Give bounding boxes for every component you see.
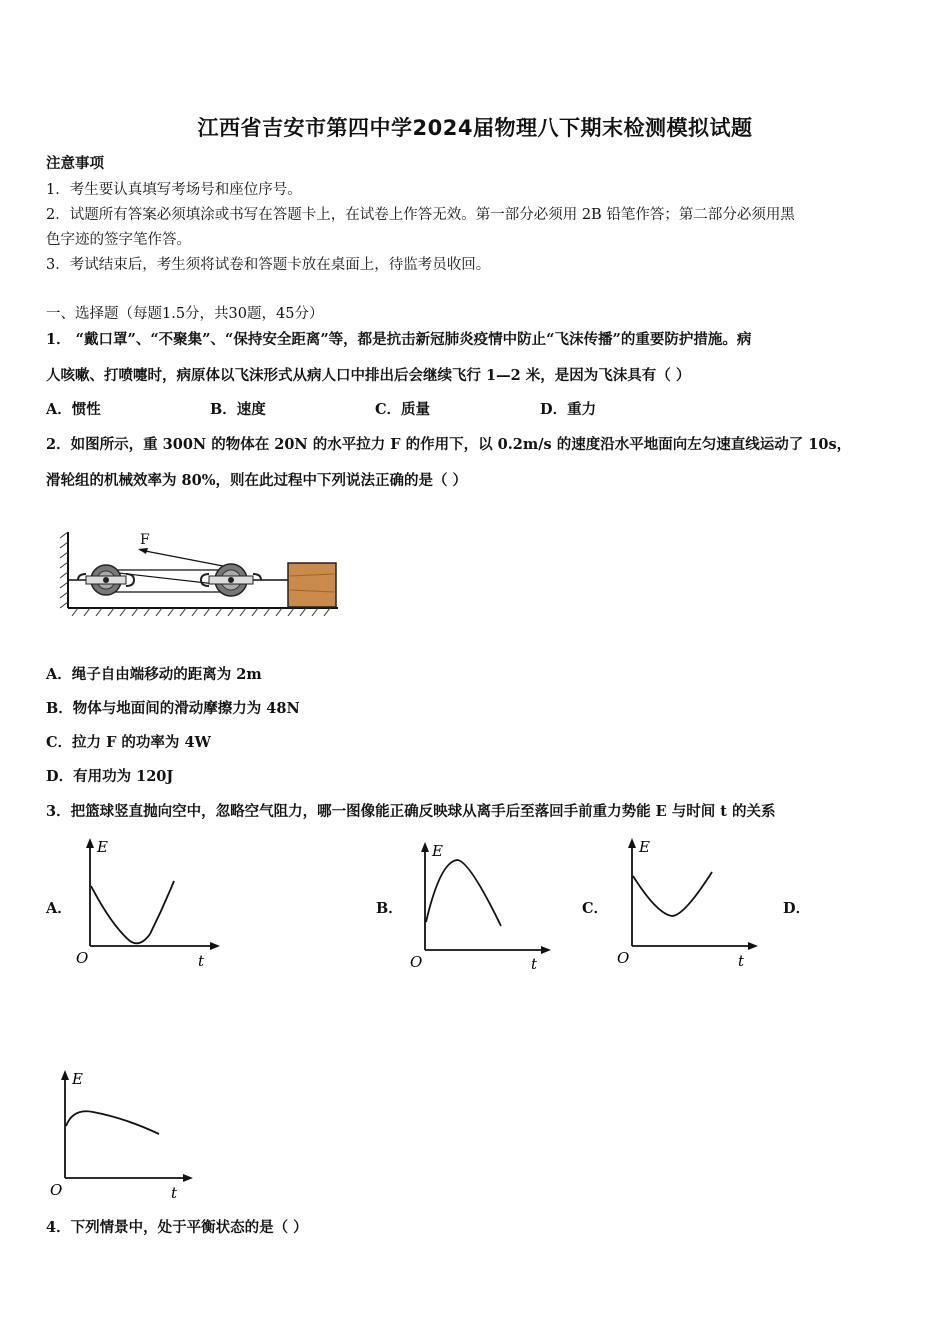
x-axis-label: t [531, 955, 538, 973]
wooden-block [288, 563, 336, 607]
origin-label: O [50, 1181, 63, 1199]
question-3-option-d: D． [783, 900, 811, 917]
question-3-text: 3．把篮球竖直抛向空中，忽略空气阻力，哪一图像能正确反映球从离手后至落回手前重力势能 E 与时间 t 的关系 [46, 803, 776, 820]
question-1-option-d: D．重力 [540, 401, 597, 418]
origin-label: O [410, 953, 423, 971]
question-2-option-d: D．有用功为 120J [46, 768, 174, 785]
question-3-option-a: A． [46, 900, 72, 917]
question-3-option-c: C． [582, 900, 609, 917]
question-2-line: 滑轮组的机械效率为 80%，则在此过程中下列说法正确的是（ ） [46, 472, 468, 489]
curve-b [426, 860, 501, 926]
origin-label: O [76, 949, 89, 967]
question-1-option-a: A．惯性 [46, 401, 101, 418]
force-label: F [140, 532, 150, 548]
question-2-option-a: A．绳子自由端移动的距离为 2m [46, 666, 262, 683]
y-axis-label: E [432, 842, 443, 860]
curve-c [633, 872, 712, 916]
graph-d [45, 1068, 205, 1203]
notice-heading: 注意事项 [46, 155, 104, 172]
section-heading: 一、选择题（每题1.5分，共30题，45分） [46, 306, 324, 322]
graph-b [405, 838, 555, 973]
curve-d [66, 1111, 159, 1134]
notice-item: 1．考生要认真填写考场号和座位序号。 [46, 182, 302, 198]
pulley-figure [58, 528, 343, 620]
question-1-option-c: C．质量 [375, 401, 431, 418]
question-4-text: 4．下列情景中，处于平衡状态的是（ ） [46, 1219, 308, 1236]
curve-a [91, 881, 174, 943]
y-axis-label: E [97, 838, 108, 856]
question-2-option-c: C．拉力 F 的功率为 4W [46, 734, 211, 751]
notice-item: 3．考试结束后，考生须将试卷和答题卡放在桌面上，待监考员收回。 [46, 257, 491, 273]
question-2-option-b: B．物体与地面间的滑动摩擦力为 48N [46, 700, 300, 717]
y-axis-label: E [639, 838, 650, 856]
x-axis-label: t [198, 952, 205, 970]
graph-c [612, 836, 762, 971]
right-pulley-icon [201, 564, 261, 596]
notice-item: 2．试题所有答案必须填涂或书写在答题卡上，在试卷上作答无效。第一部分必须用 2B 铅笔作答；第二部分必须用黑 [46, 207, 795, 223]
origin-label: O [617, 949, 630, 967]
x-axis-label: t [171, 1184, 178, 1202]
graph-a [70, 836, 230, 971]
notice-item: 色字迹的签字笔作答。 [46, 232, 191, 248]
question-2-line: 2．如图所示，重 300N 的物体在 20N 的水平拉力 F 的作用下，以 0.2m/s 的速度沿水平地面向左匀速直线运动了 10s， [46, 436, 852, 453]
question-1-line: 人咳嗽、打喷嚏时，病原体以飞沫形式从病人口中排出后会继续飞行 1—2 米，是因为飞沫具有（ ） [46, 367, 691, 384]
question-3-option-b: B． [376, 900, 403, 917]
question-1-option-b: B．速度 [210, 401, 266, 418]
page-title: 江西省吉安市第四中学2024届物理八下期末检测模拟试题 [197, 116, 753, 140]
x-axis-label: t [738, 952, 745, 970]
y-axis-label: E [72, 1070, 83, 1088]
question-1-line: 1． “戴口罩”、“不聚集”、“保持安全距离”等，都是抗击新冠肺炎疫情中防止“飞沫传播”的重要防护措施。病 [46, 331, 752, 348]
